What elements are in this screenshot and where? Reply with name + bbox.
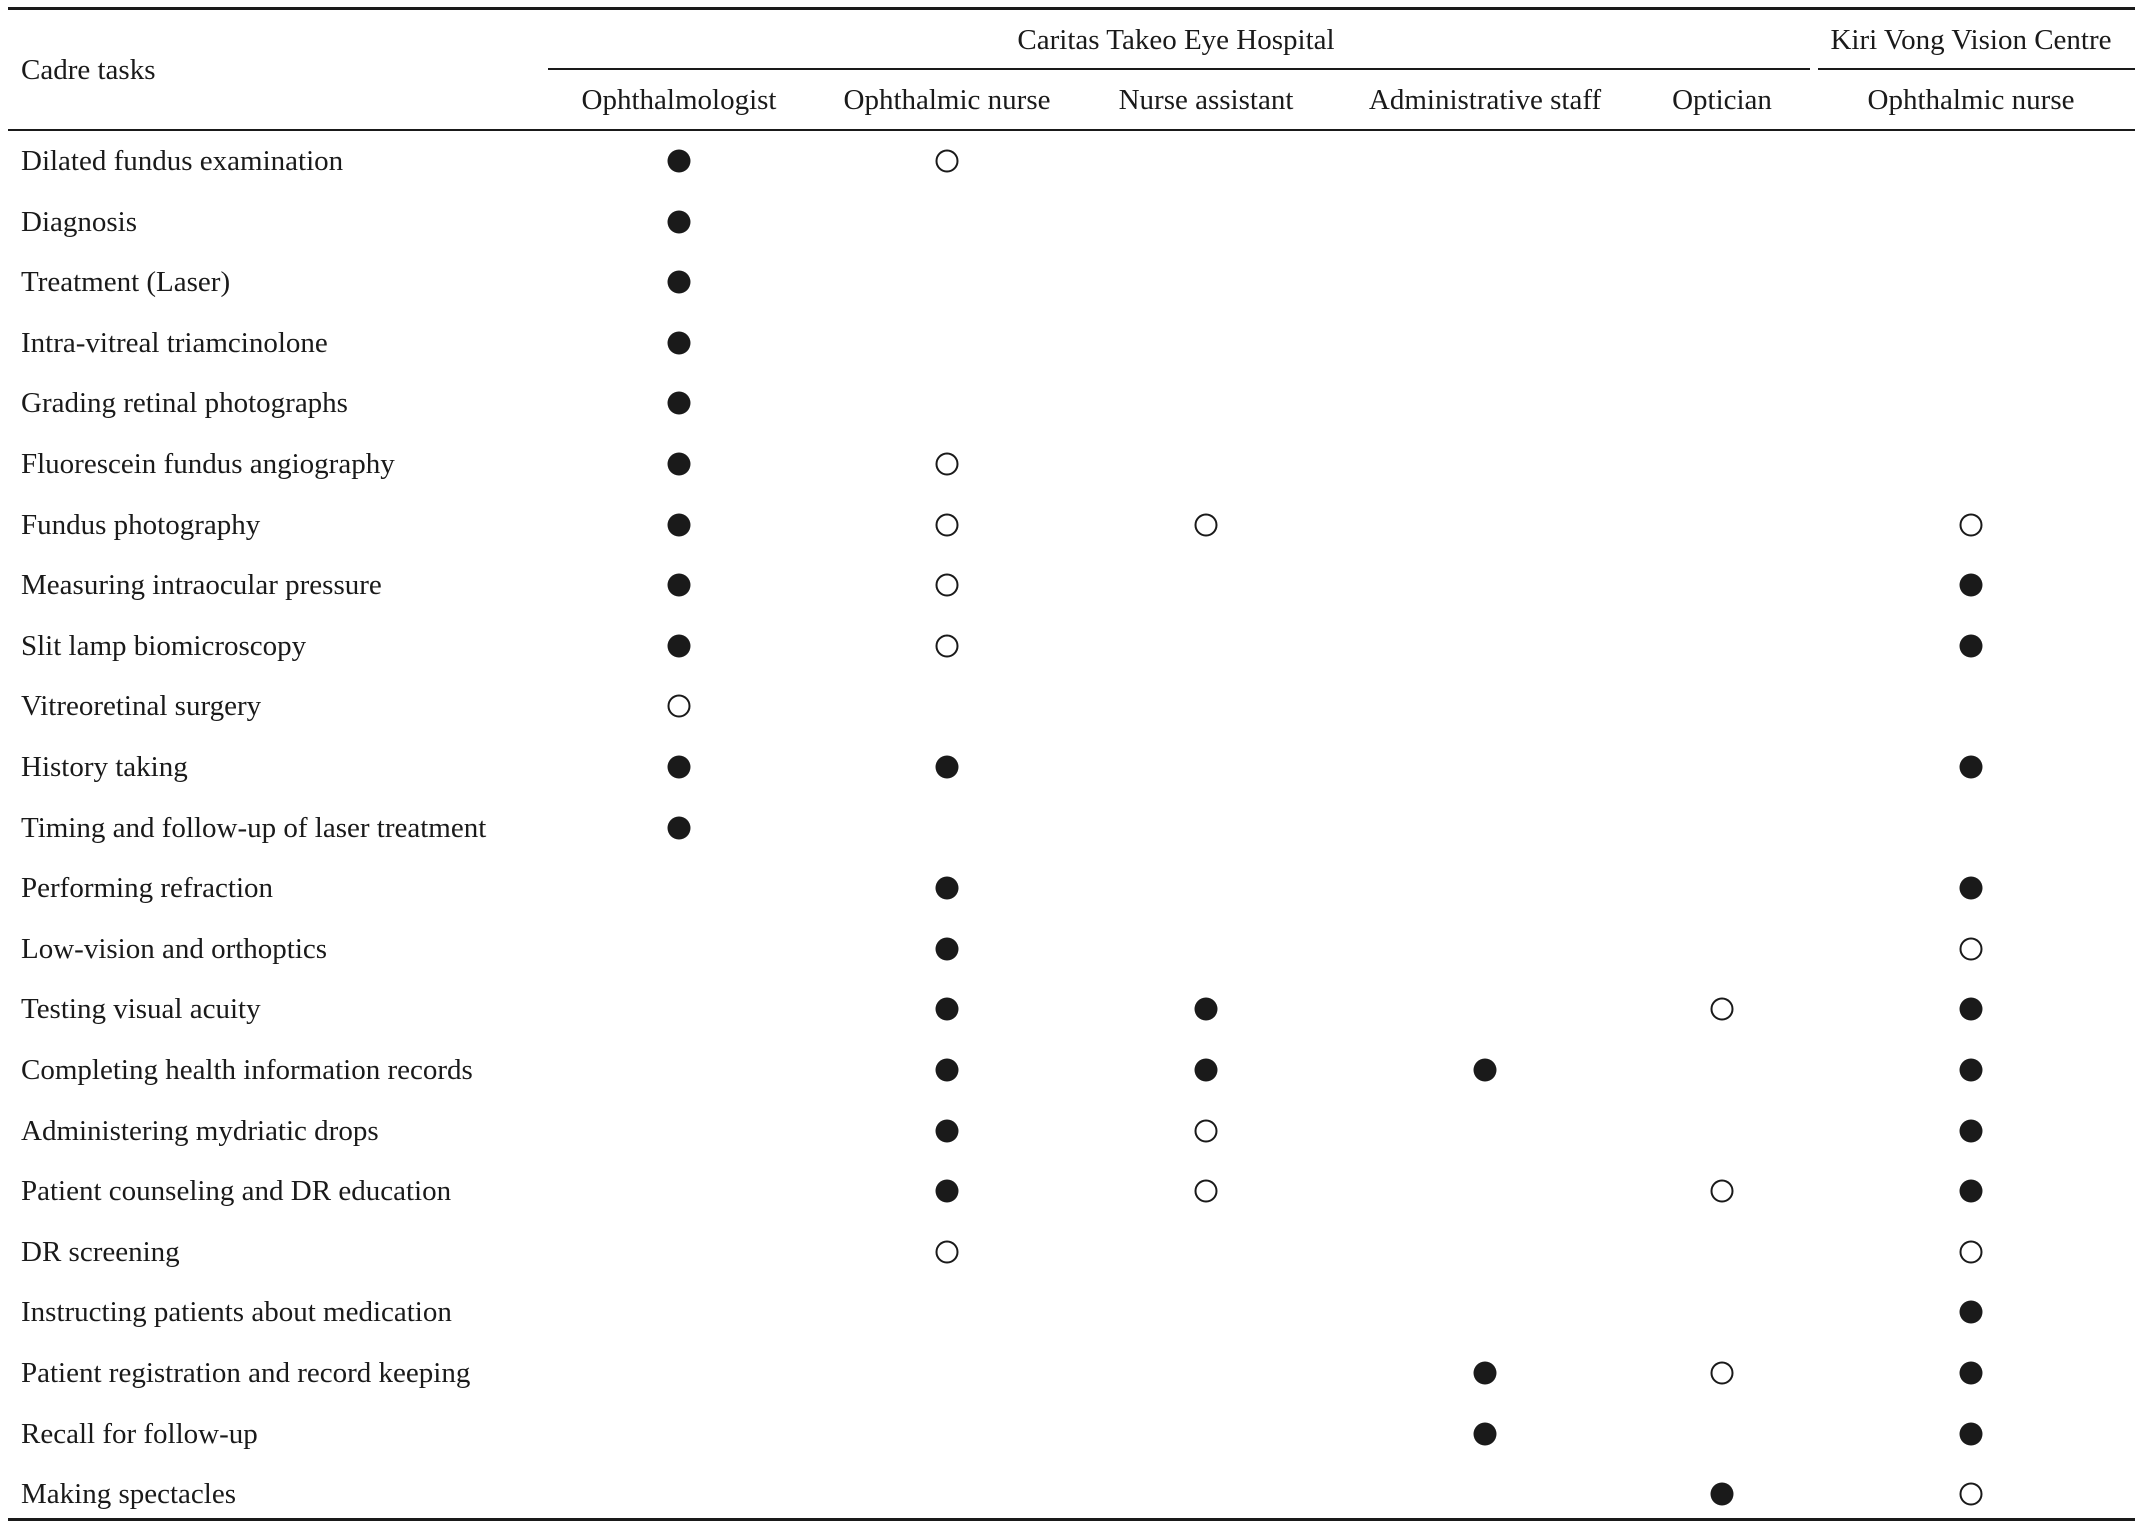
- filled-circle-icon: [1960, 574, 1983, 597]
- filled-circle-icon: [1960, 877, 1983, 900]
- task-label: Grading retinal photographs: [21, 387, 348, 420]
- header-rule: [8, 129, 2135, 131]
- filled-circle-icon: [1960, 1422, 1983, 1445]
- task-label: Measuring intraocular pressure: [21, 569, 382, 602]
- filled-circle-icon: [1960, 1301, 1983, 1324]
- filled-circle-icon: [1960, 1180, 1983, 1203]
- open-circle-icon: [936, 453, 959, 476]
- task-label: Intra-vitreal triamcinolone: [21, 326, 328, 359]
- filled-circle-icon: [936, 1119, 959, 1142]
- group-header-kiri-vong: Kiri Vong Vision Centre: [1830, 24, 2112, 56]
- filled-circle-icon: [1960, 634, 1983, 657]
- column-header-ophthalmic-nurse-vision-centre: Ophthalmic nurse: [1867, 84, 2075, 116]
- filled-circle-icon: [1711, 1483, 1734, 1506]
- task-label: Vitreoretinal surgery: [21, 690, 262, 723]
- task-label: Fluorescein fundus angiography: [21, 448, 395, 480]
- filled-circle-icon: [668, 331, 691, 354]
- task-label: Treatment (Laser): [21, 266, 231, 299]
- column-header-administrative-staff: Administrative staff: [1368, 84, 1602, 116]
- filled-circle-icon: [668, 210, 691, 233]
- filled-circle-icon: [936, 998, 959, 1021]
- filled-circle-icon: [1195, 1059, 1218, 1082]
- group-underline-caritas: [548, 68, 1810, 70]
- open-circle-icon: [1960, 513, 1983, 536]
- column-header-nurse-assistant: Nurse assistant: [1118, 84, 1294, 116]
- open-circle-icon: [1960, 1483, 1983, 1506]
- filled-circle-icon: [668, 453, 691, 476]
- task-label: History taking: [21, 751, 188, 783]
- open-circle-icon: [936, 1240, 959, 1263]
- filled-circle-icon: [936, 1180, 959, 1203]
- task-label: Recall for follow-up: [21, 1417, 258, 1450]
- task-label: Low-vision and orthoptics: [21, 932, 328, 965]
- task-label: Testing visual acuity: [21, 993, 261, 1026]
- filled-circle-icon: [1474, 1059, 1497, 1082]
- task-label: Dilated fundus examination: [21, 145, 344, 177]
- filled-circle-icon: [936, 1059, 959, 1082]
- group-header-caritas: Caritas Takeo Eye Hospital: [1017, 24, 1335, 56]
- column-header-optician: Optician: [1672, 84, 1772, 116]
- task-label: Patient counseling and DR education: [21, 1175, 452, 1208]
- filled-circle-icon: [1960, 1119, 1983, 1142]
- task-label: Instructing patients about medication: [21, 1296, 452, 1329]
- open-circle-icon: [936, 150, 959, 173]
- open-circle-icon: [936, 513, 959, 536]
- filled-circle-icon: [1960, 998, 1983, 1021]
- task-label: Patient registration and record keeping: [21, 1357, 471, 1389]
- filled-circle-icon: [668, 574, 691, 597]
- top-rule: [8, 7, 2135, 10]
- task-label: Administering mydriatic drops: [21, 1114, 379, 1147]
- filled-circle-icon: [1960, 1059, 1983, 1082]
- filled-circle-icon: [1474, 1362, 1497, 1385]
- open-circle-icon: [1960, 1240, 1983, 1263]
- task-label: Timing and follow-up of laser treatment: [21, 811, 487, 844]
- open-circle-icon: [1711, 1362, 1734, 1385]
- group-underline-kiri-vong: [1818, 68, 2135, 70]
- column-header-ophthalmologist: Ophthalmologist: [581, 84, 777, 116]
- task-label: Fundus photography: [21, 508, 261, 541]
- filled-circle-icon: [936, 877, 959, 900]
- open-circle-icon: [936, 574, 959, 597]
- filled-circle-icon: [668, 392, 691, 415]
- open-circle-icon: [1960, 937, 1983, 960]
- task-label: Making spectacles: [21, 1478, 237, 1511]
- stub-header: Cadre tasks: [21, 54, 156, 86]
- filled-circle-icon: [1960, 756, 1983, 779]
- task-label: Slit lamp biomicroscopy: [21, 629, 307, 662]
- open-circle-icon: [1711, 1180, 1734, 1203]
- open-circle-icon: [1195, 1180, 1218, 1203]
- filled-circle-icon: [668, 150, 691, 173]
- filled-circle-icon: [936, 756, 959, 779]
- task-label: DR screening: [21, 1235, 180, 1268]
- filled-circle-icon: [668, 513, 691, 536]
- filled-circle-icon: [668, 271, 691, 294]
- task-label: Performing refraction: [21, 872, 274, 905]
- filled-circle-icon: [1960, 1362, 1983, 1385]
- open-circle-icon: [1195, 513, 1218, 536]
- task-label: Completing health information records: [21, 1054, 473, 1086]
- filled-circle-icon: [668, 816, 691, 839]
- bottom-rule: [8, 1518, 2135, 1521]
- filled-circle-icon: [936, 937, 959, 960]
- filled-circle-icon: [1195, 998, 1218, 1021]
- open-circle-icon: [1711, 998, 1734, 1021]
- column-header-ophthalmic-nurse: Ophthalmic nurse: [843, 84, 1051, 116]
- filled-circle-icon: [1474, 1422, 1497, 1445]
- open-circle-icon: [668, 695, 691, 718]
- filled-circle-icon: [668, 634, 691, 657]
- open-circle-icon: [1195, 1119, 1218, 1142]
- filled-circle-icon: [668, 756, 691, 779]
- task-label: Diagnosis: [21, 205, 137, 238]
- open-circle-icon: [936, 634, 959, 657]
